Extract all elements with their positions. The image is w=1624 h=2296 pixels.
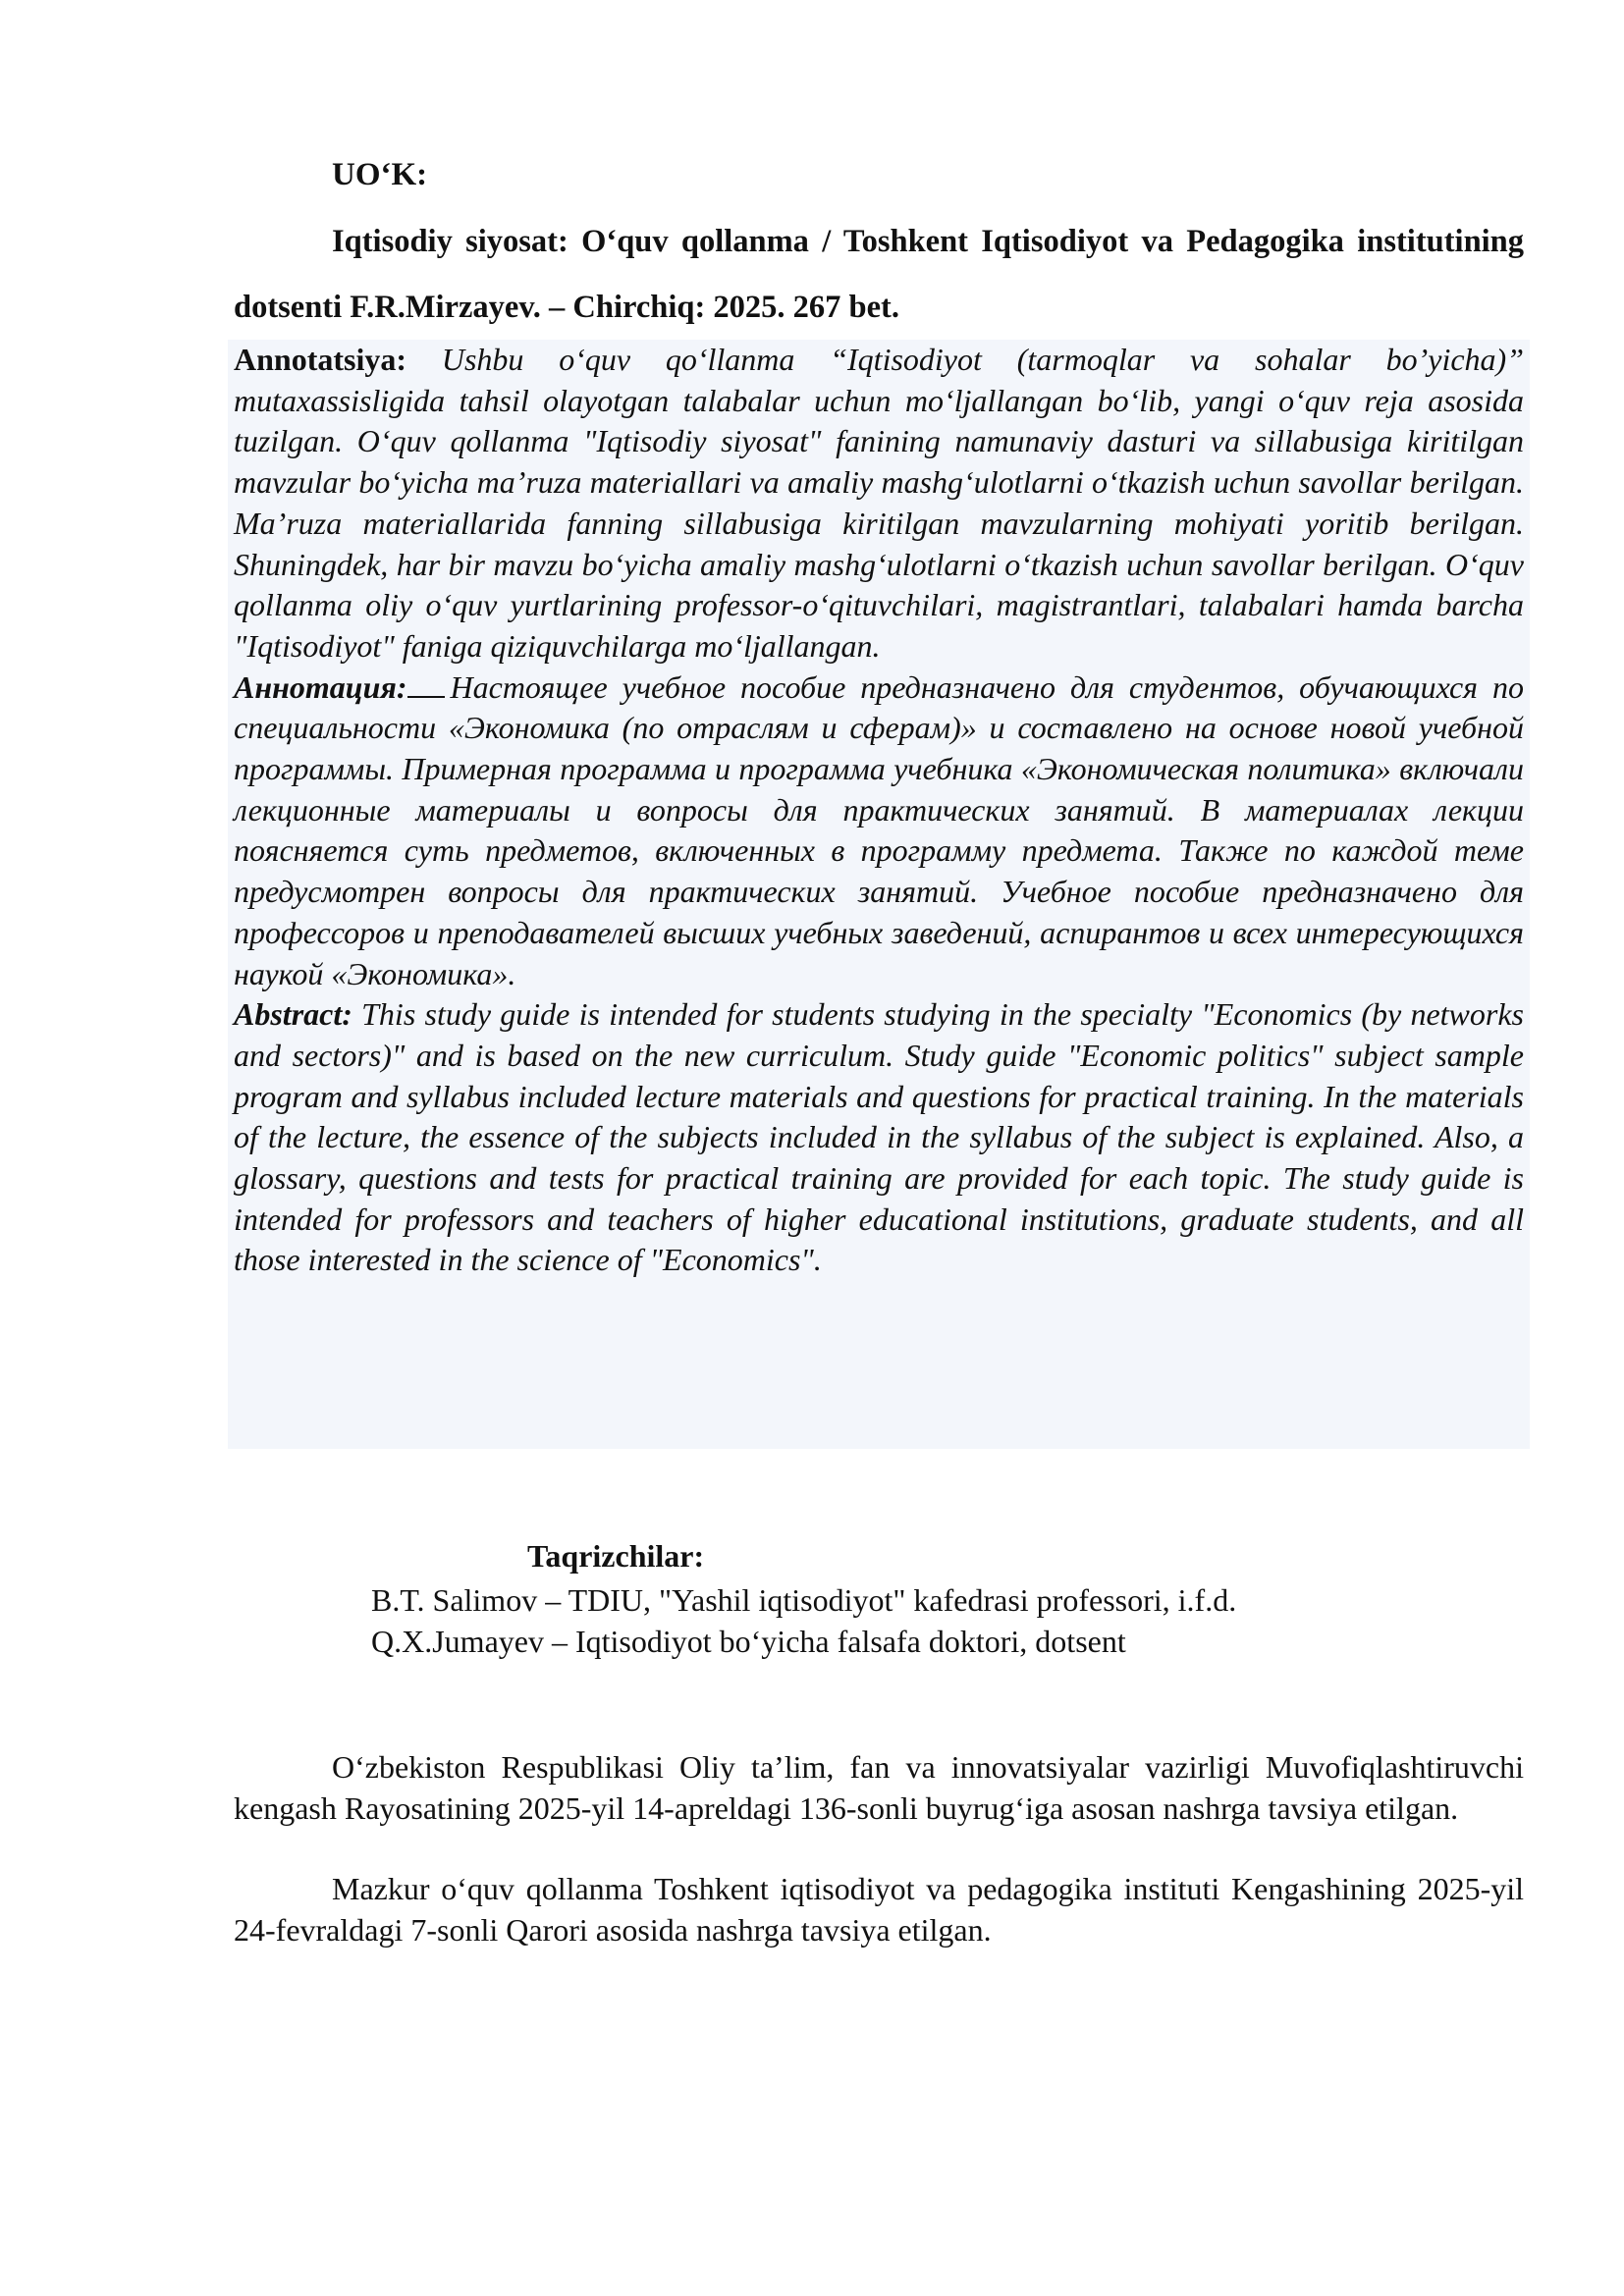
approval-statement-institute: Mazkur o‘quv qollanma Toshkent iqtisodiyot va pedagogika instituti Kengashining 2025-yil 24-fevraldagi 7-sonli Qarori asosida nashrga tavsiya etilgan. [234, 1871, 1524, 1948]
reviewers-heading: Taqrizchilar: [527, 1538, 705, 1574]
reviewer-item: Q.X.Jumayev – Iqtisodiyot bo‘yicha falsafa doktori, dotsent [371, 1624, 1126, 1659]
reviewer-item: B.T. Salimov – TDIU, "Yashil iqtisodiyot" kafedrasi professori, i.f.d. [371, 1582, 1237, 1618]
bibliographic-citation: Iqtisodiy siyosat: O‘quv qollanma / Toshkent Iqtisodiyot va Pedagogika institutining dotsenti F.R.Mirzayev. – Chirchiq: 2025. 267 bet. [234, 224, 1524, 325]
underline-mark [407, 670, 445, 698]
abstracts-panel [228, 340, 1530, 1449]
abstract-english-label: Abstract: [234, 996, 352, 1033]
annotation-uzbek-label: Annotatsiya: [234, 342, 407, 377]
annotation-russian-label: Аннотация: [234, 668, 407, 705]
annotation-russian [228, 667, 1530, 995]
annotation-uzbek [228, 340, 1530, 667]
approval-statement-ministry: O‘zbekiston Respublikasi Oliy ta’lim, fan va innovatsiyalar vazirligi Muvofiqlashtiruvchi kengash Rayosatining 2025-yil 14-apreldagi 136-sonli buyrug‘iga asosan nashrga tavsiya etilgan. [234, 1749, 1524, 1826]
abstract-english-text: This study guide is intended for students studying in the specialty "Economics (by networks and sectors)" and is based on the new curriculum. Study guide "Economic politics" subject sample program and syllabus included lecture materials and questions for practical training. In the materials of the lecture, the essence of the subjects included in the syllabus of the subject is explained. Also, a glossary, questions and tests for practical training are provided for each topic. The study guide is intended for professors and teachers of higher educational institutions, graduate students, and all those interested in the science of "Economics". [234, 996, 1525, 1278]
abstract-english [228, 994, 1530, 1281]
annotation-russian-text: Настоящее учебное пособие предназначено для студентов, обучающихся по специальности «Экономика (по отраслям и сферам)» и составлено на основе новой учебной программы. Примерная программа и программа учебника «Экономическая политика» включали лекционные материалы и вопросы для практических занятий. В материалах лекции поясняется суть предметов, включенных в программу предмета. Также по каждой теме предусмотрен вопросы для практических занятий. Учебное пособие предназначено для профессоров и преподавателей высших учебных заведений, аспирантов и всех интересующихся наукой «Экономика». [234, 668, 1524, 991]
udk-heading: UO‘K: [332, 157, 428, 192]
annotation-uzbek-text: Ushbu o‘quv qo‘llanma “Iqtisodiyot (tarmoqlar va sohalar bo’yicha)” mutaxassisligida tahsil olayotgan talabalar uchun mo‘ljallangan bo‘lib, yangi o‘quv reja asosida tuzilgan. O‘quv qollanma "Iqtisodiy siyosat" fanining namunaviy dasturi va sillabusiga kiritilgan mavzular bo‘yicha ma’ruza materiallari va amaliy mashg‘ulotlarni o‘tkazish uchun savollar berilgan. Ma’ruza materiallarida fanning sillabusiga kiritilgan mavzularning mohiyati yoritib berilgan. Shuningdek, har bir mavzu bo‘yicha amaliy mashg‘ulotlarni o‘tkazish uchun savollar berilgan. O‘quv qollanma oliy o‘quv yurtlarining professor-o‘qituvchilari, magistrantlari, talabalari hamda barcha "Iqtisodiyot" faniga qiziquvchilarga mo‘ljallangan. [234, 342, 1525, 664]
